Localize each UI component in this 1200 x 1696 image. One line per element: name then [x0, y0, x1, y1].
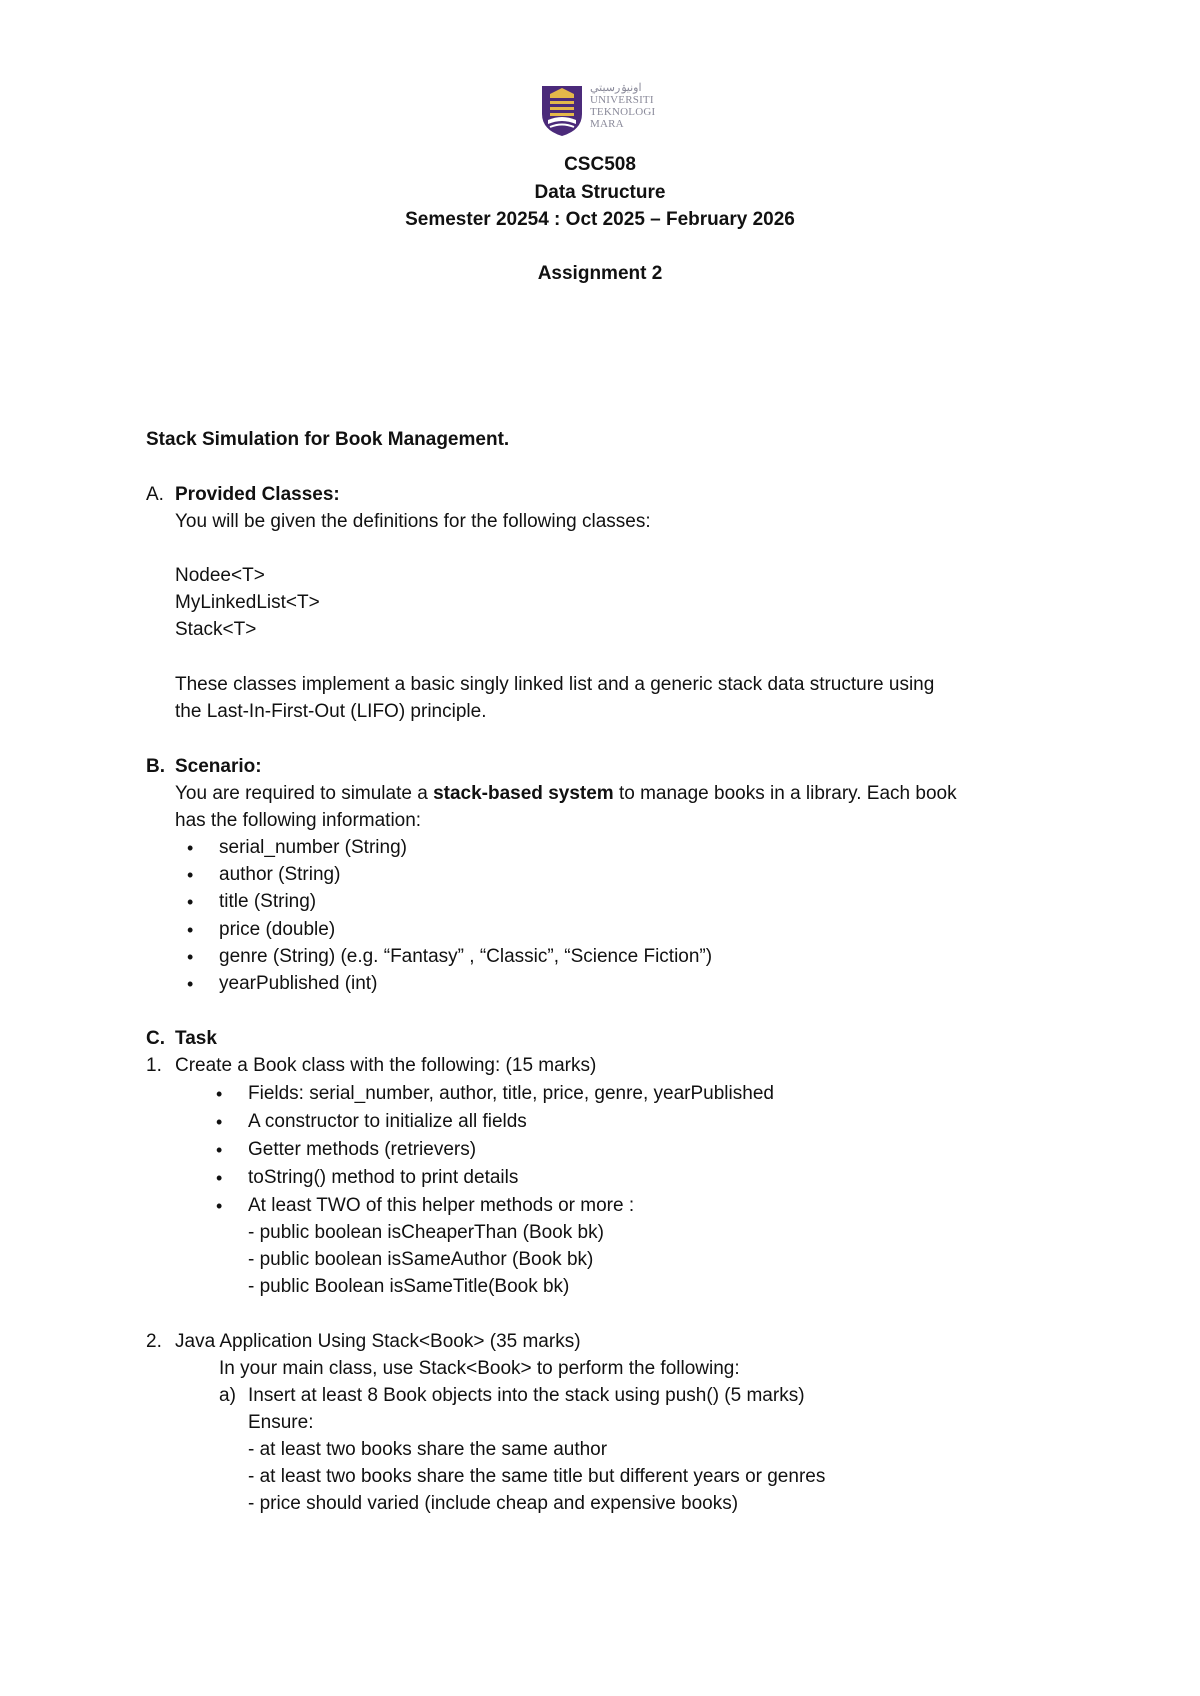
task-2-intro: In your main class, use Stack<Book> to perform the following:: [219, 1358, 740, 1379]
course-code: CSC508: [564, 154, 636, 175]
section-b-line2: has the following information:: [175, 810, 422, 831]
course-name: Data Structure: [534, 182, 666, 203]
task-1-item: • At least TWO of this helper methods or more :: [248, 1194, 634, 1218]
book-field-item: • yearPublished (int): [219, 972, 377, 996]
sub-task-a-text: Insert at least 8 Book objects into the stack using push() (5 marks): [248, 1385, 805, 1406]
task-1-number: 1.: [146, 1055, 162, 1076]
helper-method: - public boolean isSameAuthor (Book bk): [248, 1249, 594, 1270]
section-a-marker: A.: [146, 484, 164, 505]
book-field-item: • author (String): [219, 863, 340, 887]
ensure-label: Ensure:: [248, 1412, 314, 1433]
ensure-item: - at least two books share the same title but different years or genres: [248, 1466, 826, 1487]
uitm-crest-icon: [540, 84, 584, 138]
section-a-description: These classes implement a basic singly linked list and a generic stack data structure using: [175, 674, 935, 695]
document-title: Stack Simulation for Book Management.: [146, 429, 510, 450]
task-1-text: Create a Book class with the following: (15 marks): [175, 1055, 597, 1076]
assignment-title: Assignment 2: [537, 263, 663, 284]
task-1-item: • Getter methods (retrievers): [248, 1138, 476, 1162]
ensure-item: - at least two books share the same author: [248, 1439, 608, 1460]
task-2-number: 2.: [146, 1331, 162, 1352]
section-c-heading: Task: [175, 1028, 217, 1049]
semester-line: Semester 20254 : Oct 2025 – February 2026: [405, 209, 795, 230]
task-1-item: • Fields: serial_number, author, title, price, genre, yearPublished: [248, 1082, 774, 1106]
class-item: Stack<T>: [175, 619, 257, 640]
book-field-item: • title (String): [219, 890, 316, 914]
helper-method: - public boolean isCheaperThan (Book bk): [248, 1222, 604, 1243]
section-a-intro: You will be given the definitions for the following classes:: [175, 511, 651, 532]
ensure-item: - price should varied (include cheap and expensive books): [248, 1493, 739, 1514]
section-b-line1: You are required to simulate a stack-based system to manage books in a library. Each book: [175, 783, 957, 804]
section-a-description: the Last-In-First-Out (LIFO) principle.: [175, 701, 487, 722]
sub-task-a-marker: a): [219, 1385, 236, 1406]
book-field-item: • serial_number (String): [219, 836, 407, 860]
section-c-marker: C.: [146, 1028, 165, 1049]
section-b-heading: Scenario:: [175, 756, 262, 777]
book-field-item: • price (double): [219, 918, 335, 942]
task-1-item: • A constructor to initialize all fields: [248, 1110, 527, 1134]
class-item: Nodee<T>: [175, 565, 265, 586]
task-1-item: • toString() method to print details: [248, 1166, 518, 1190]
section-a-heading: Provided Classes:: [175, 484, 340, 505]
book-field-item: • genre (String) (e.g. “Fantasy” , “Classic”, “Science Fiction”): [219, 945, 712, 969]
helper-method: - public Boolean isSameTitle(Book bk): [248, 1276, 570, 1297]
logo-wordmark: اونيۏرسيتي UNIVERSITI TEKNOLOGI MARA: [590, 82, 656, 130]
section-b-marker: B.: [146, 756, 165, 777]
university-logo: [540, 82, 680, 142]
class-item: MyLinkedList<T>: [175, 592, 320, 613]
task-2-text: Java Application Using Stack<Book> (35 marks): [175, 1331, 581, 1352]
